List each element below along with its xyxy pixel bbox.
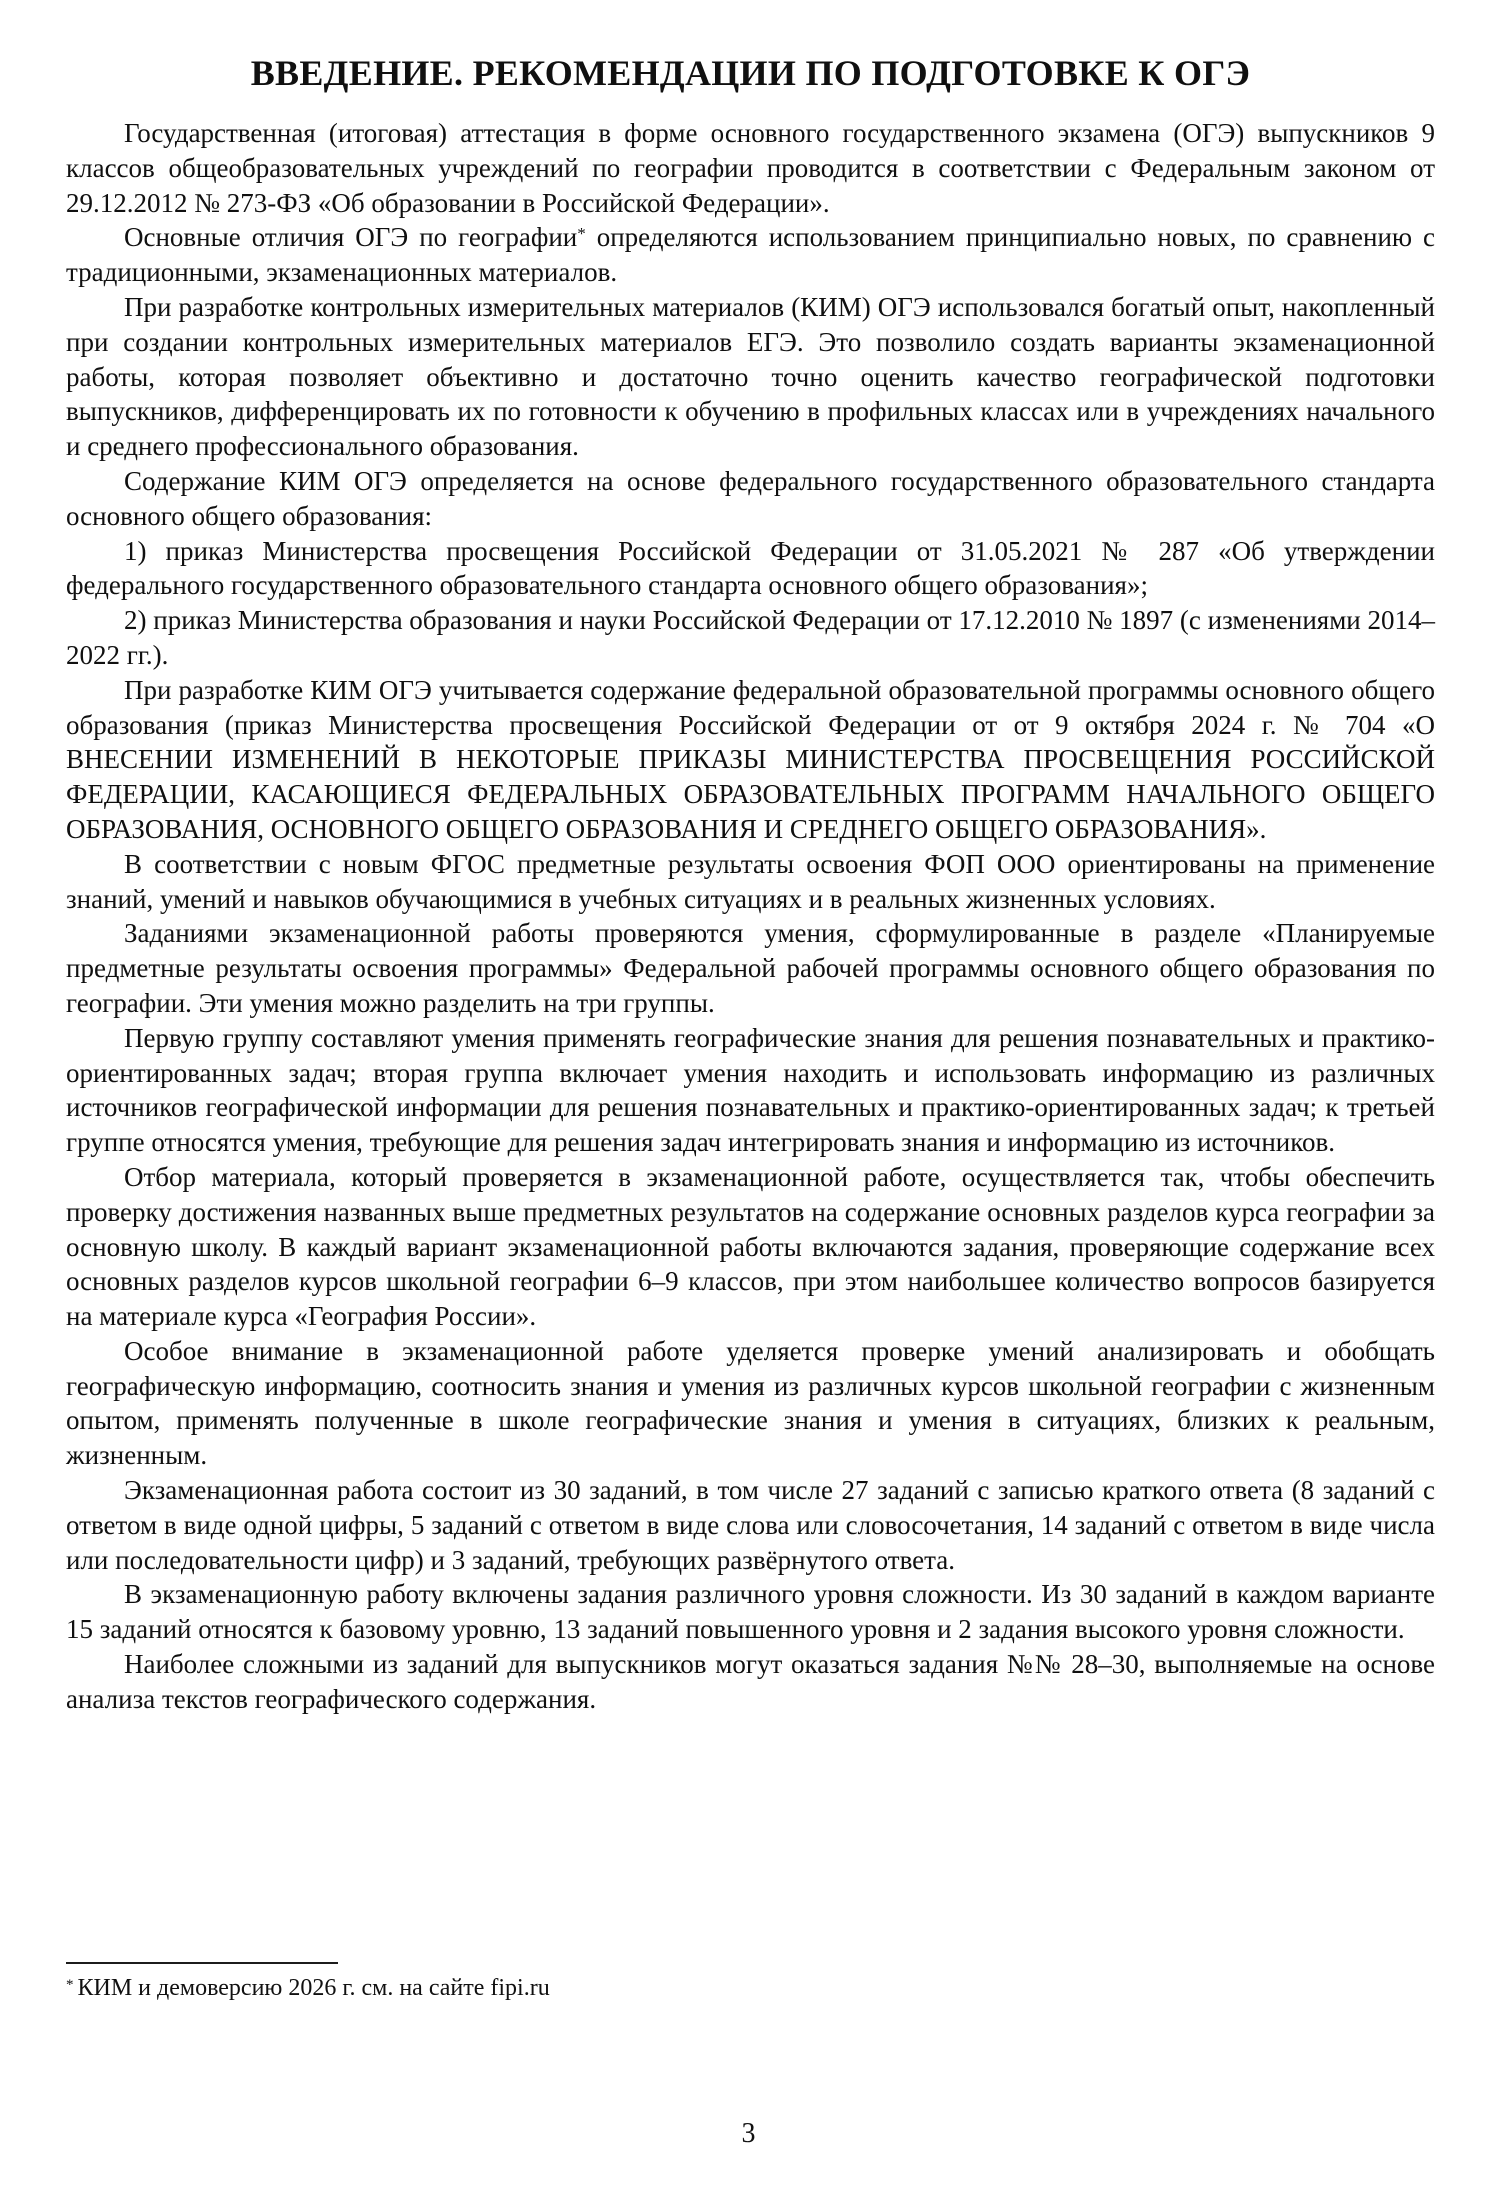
paragraph: Содержание КИМ ОГЭ определяется на основе федерального государственного образовательного стандарта основного общего образования: [66, 465, 1435, 531]
paragraph: В экзаменационную работу включены задания различного уровня сложности. Из 30 заданий в каждом варианте 15 заданий относятся к базовому уровню, 13 заданий повышенного уровня и 2 задания высокого уровня сложности. [66, 1579, 1435, 1645]
paragraph: Наиболее сложными из заданий для выпускников могут оказаться задания №№ 28–30, выполняемые на основе анализа текстов географического содержания. [66, 1649, 1435, 1714]
page-title: ВВЕДЕНИЕ. РЕКОМЕНДАЦИИ ПО ПОДГОТОВКЕ К ОГЭ [250, 53, 1251, 93]
footnote-text-line [66, 1973, 1066, 2003]
page-number: 3 [741, 2118, 756, 2149]
paragraph: При разработке контрольных измерительных материалов (КИМ) ОГЭ использовался богатый опыт, накопленный при создании контрольных измерительных материалов ЕГЭ. Это позволило создать варианты экзаменационной работы, которая позволяет объективно и достаточно точно оценить качество географической подготовки выпускников, дифференцировать их по готовности к обучению в профильных классах или в учреждениях начального и среднего профессионального образования. [66, 291, 1435, 462]
footnote-marker: * [577, 223, 586, 243]
paragraph-text: Основные отличия ОГЭ по географии [124, 222, 578, 253]
footnote [66, 1962, 1066, 2003]
paragraph: 1) приказ Министерства просвещения Российской Федерации от 31.05.2021 № 287 «Об утверждении федерального государственного образовательного стандарта основного общего образования»; [66, 535, 1435, 601]
paragraph: 2) приказ Министерства образования и науки Российской Федерации от 17.12.2010 № 1897 (с изменениями 2014–2022 гг.). [66, 605, 1435, 670]
paragraph: Заданиями экзаменационной работы проверяются умения, сформулированные в разделе «Планируемые предметные результаты освоения программы» Федеральной рабочей программы основного общего образования по географии. Эти умения можно разделить на три группы. [66, 918, 1435, 1018]
paragraph: Первую группу составляют умения применять географические знания для решения познавательных и практико-ориентированных задач; вторая группа включает умения находить и использовать информацию из различных источников географической информации для решения познавательных и практико-ориентированных задач; к третьей группе относятся умения, требующие для решения задач интегрировать знания и информацию из источников. [66, 1022, 1435, 1158]
paragraph: Отбор материала, который проверяется в экзаменационной работе, осуществляется так, чтобы обеспечить проверку достижения названных выше предметных результатов на содержание основных разделов курса географии за основную школу. В каждый вариант экзаменационной работы включаются задания, проверяющие содержание всех основных разделов курсов школьной географии 6–9 классов, при этом наибольшее количество вопросов базируется на материале курса «География России». [66, 1161, 1435, 1332]
footnote-text: КИМ и демоверсию 2026 г. см. на сайте fipi.ru [77, 1975, 550, 2001]
paragraph-text: определяются использованием принципиально новых, по сравнению с традиционными, экзаменационных материалов. [66, 222, 1436, 288]
paragraph: В соответствии с новым ФГОС предметные результаты освоения ФОП ООО ориентированы на применение знаний, умений и навыков обучающимися в учебных ситуациях и в реальных жизненных условиях. [66, 848, 1435, 914]
footnote-marker: * [66, 1977, 74, 1993]
document-body [66, 116, 1435, 1717]
paragraph: Экзаменационная работа состоит из 30 заданий, в том числе 27 заданий с записью краткого ответа (8 заданий с ответом в виде одной цифры, 5 заданий с ответом в виде слова или словосочетания, 14 заданий с ответом в виде числа или последовательности цифр) и 3 заданий, требующих развёрнутого ответа. [66, 1475, 1435, 1575]
paragraph: Особое внимание в экзаменационной работе уделяется проверке умений анализировать и обобщать географическую информацию, соотносить знания и умения из различных курсов школьной географии с жизненным опытом, применять полученные в школе географические знания и умения в ситуациях, близких к реальным, жизненным. [66, 1335, 1435, 1471]
paragraph: Государственная (итоговая) аттестация в форме основного государственного экзамена (ОГЭ) выпускников 9 классов общеобразовательных учреждений по географии проводится в соответствии с Федеральным законом от 29.12.2012 № 273-ФЗ «Об образовании в Российской Федерации». [66, 118, 1435, 218]
paragraph [66, 220, 1435, 290]
paragraph: При разработке КИМ ОГЭ учитывается содержание федеральной образовательной программы основного общего образования (приказ Министерства просвещения Российской Федерации от от 9 октября 2024 г. № 704 «О ВНЕСЕНИИ ИЗМЕНЕНИЙ В НЕКОТОРЫЕ ПРИКАЗЫ МИНИСТЕРСТВА ПРОСВЕЩЕНИЯ РОССИЙСКОЙ ФЕДЕРАЦИИ, КАСАЮЩИЕСЯ ФЕДЕРАЛЬНЫХ ОБРАЗОВАТЕЛЬНЫХ ПРОГРАММ НАЧАЛЬНОГО ОБЩЕГО ОБРАЗОВАНИЯ, ОСНОВНОГО ОБЩЕГО ОБРАЗОВАНИЯ И СРЕДНЕГО ОБЩЕГО ОБРАЗОВАНИЯ». [66, 674, 1435, 844]
footnote-divider [66, 1962, 338, 1964]
